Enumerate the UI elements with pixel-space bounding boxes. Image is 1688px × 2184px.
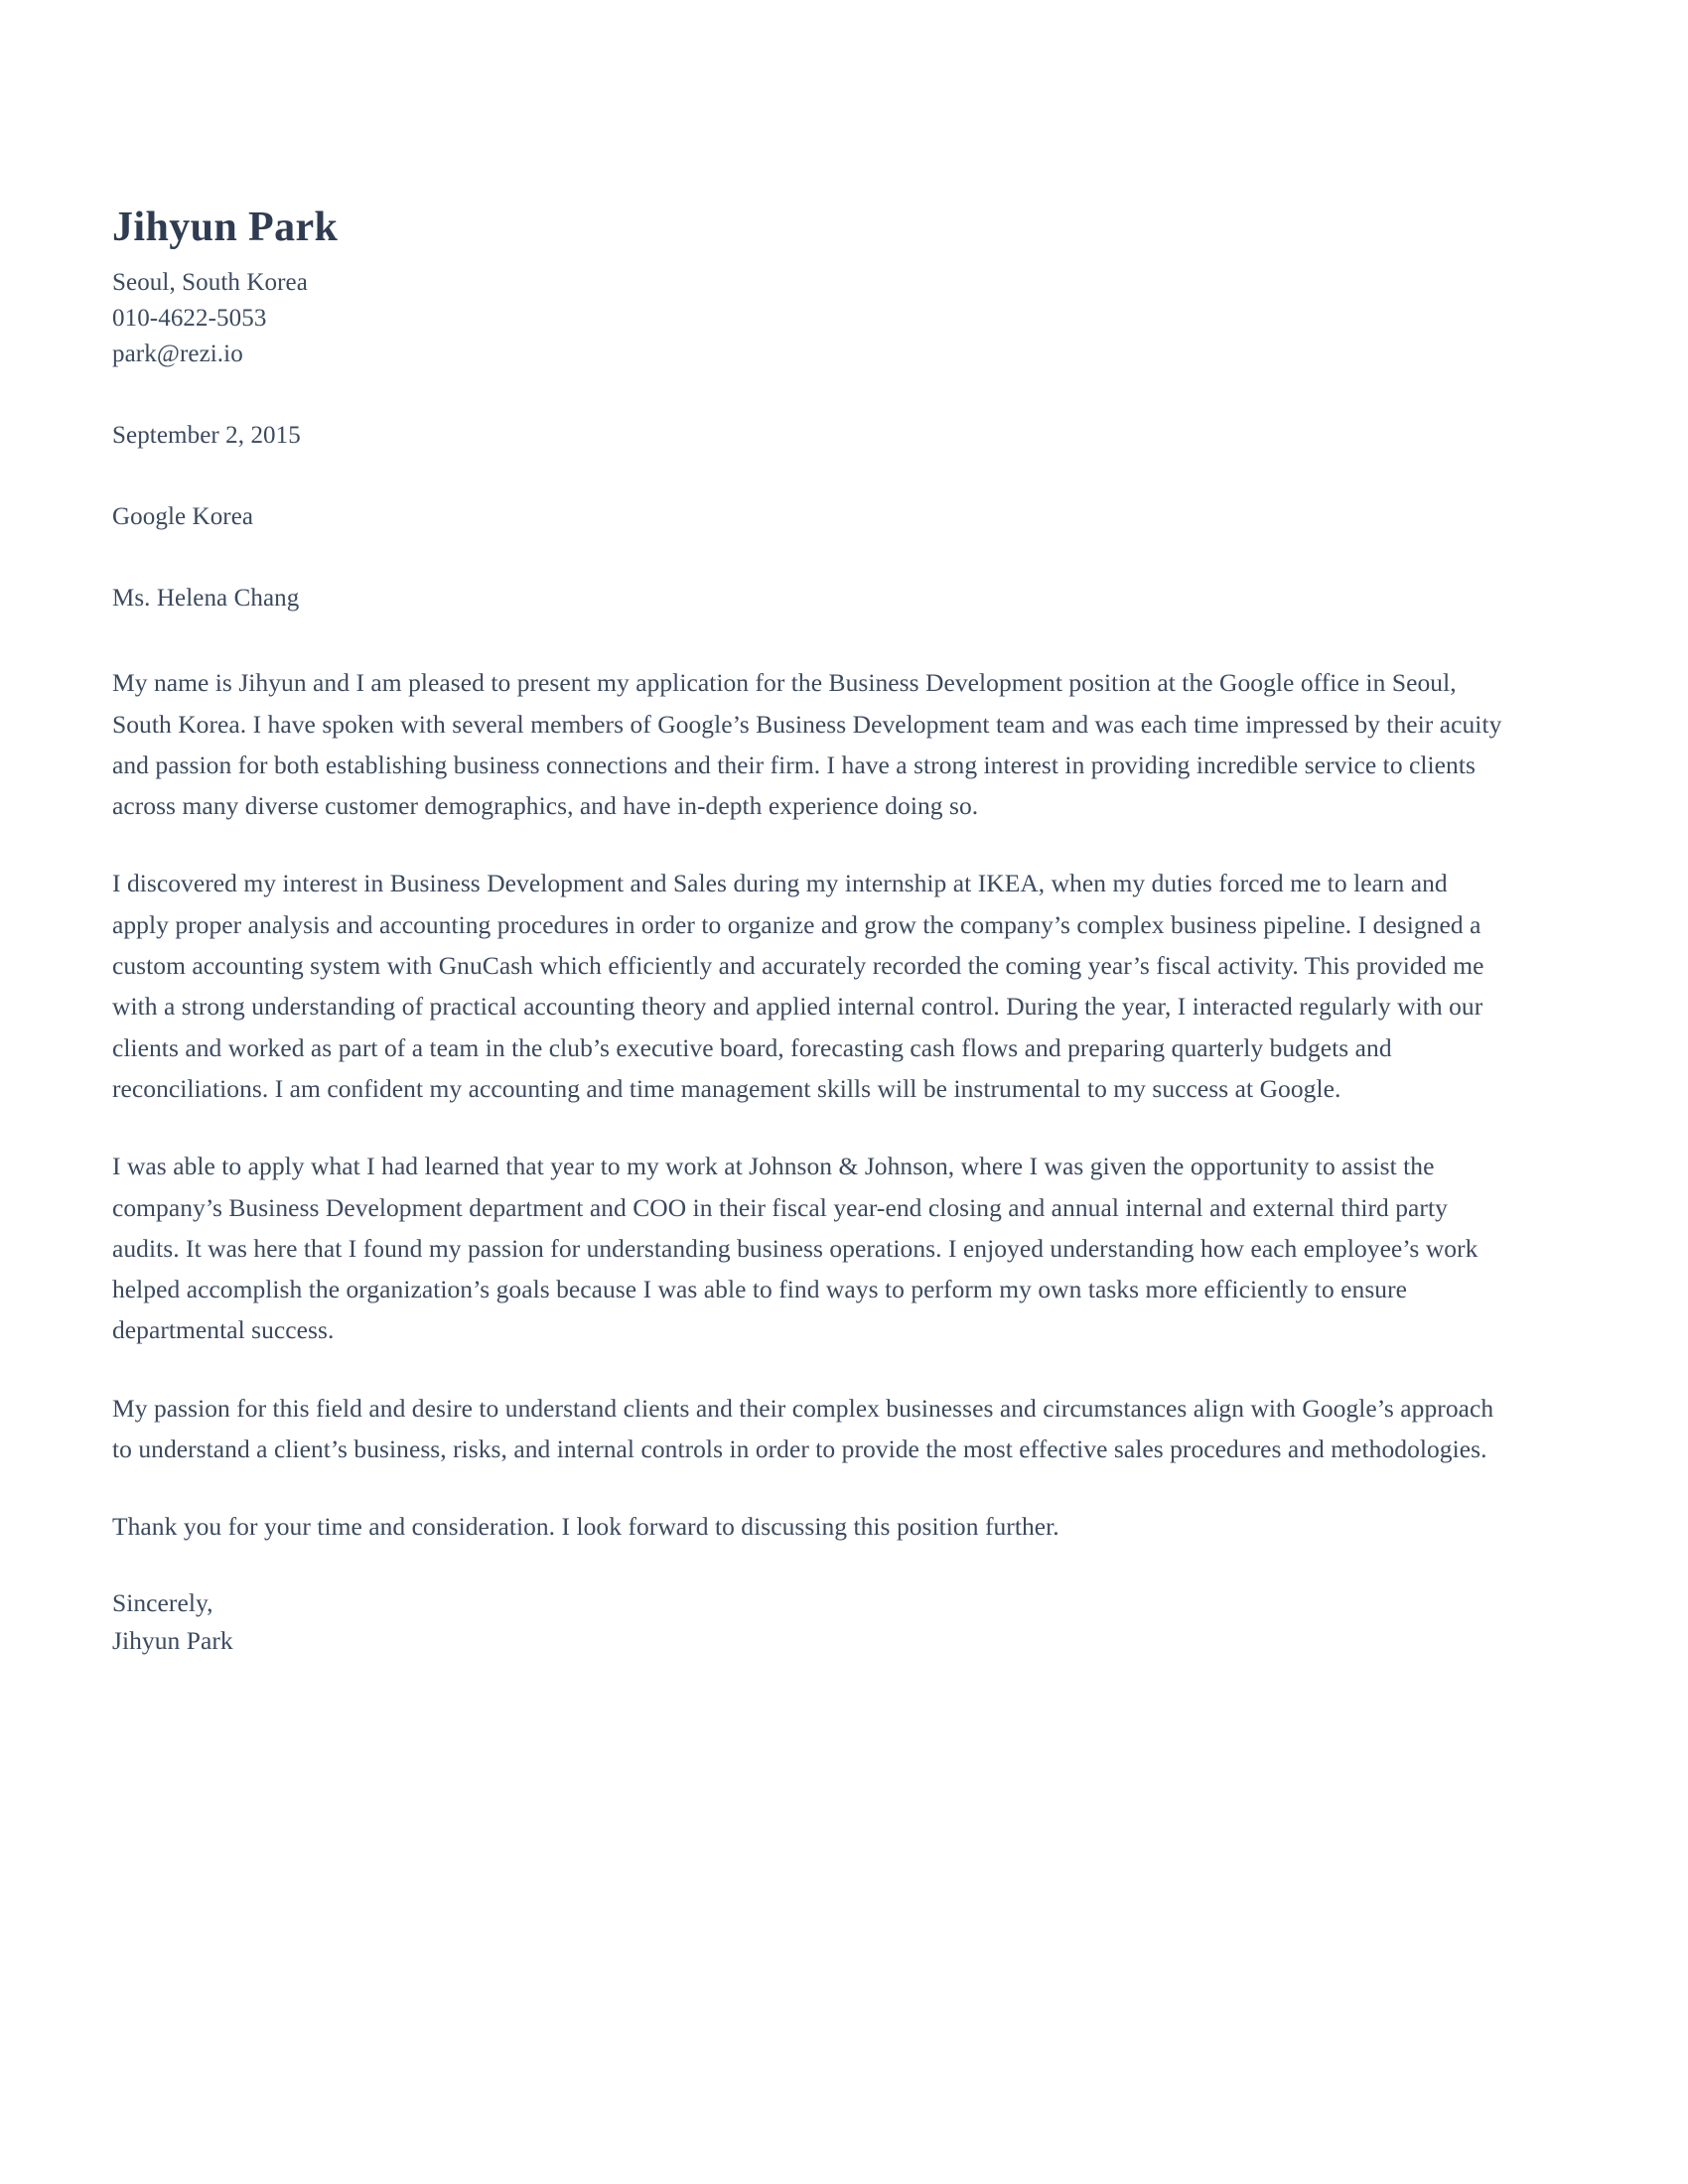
letter-content [112,204,1502,1661]
contact-email: park@rezi.io [112,341,243,368]
contact-phone: 010-4622-5053 [112,305,267,333]
body-paragraph: Thank you for your time and consideration. I look forward to discussing this position further. [112,1512,1059,1542]
closing-signature: Jihyun Park [112,1626,233,1656]
body-paragraph: I discovered my interest in Business Development and Sales during my internship at IKEA, when my duties forced me to learn and apply proper analysis and accounting procedures in order to organize and grow the company’s complex business pipeline. I designed a custom accounting system with GnuCash which efficiently and accurately recorded the coming year’s fiscal activity. This provided me with a strong understanding of practical accounting theory and applied internal control. During the year, I interacted regularly with our clients and worked as part of a team in the club’s executive board, forecasting cash flows and preparing quarterly budgets and reconciliations. I am confident my accounting and time management skills will be instrumental to my success at Google. [112,869,1484,1103]
closing-salutation: Sincerely, [112,1587,213,1617]
letter-date: September 2, 2015 [112,422,301,450]
contact-block [112,265,1502,372]
body-paragraph: My passion for this field and desire to understand clients and their complex businesses and circumstances align with Google’s approach to understand a client’s business, risks, and internal controls in order to provide the most effective sales procedures and methodologies. [112,1393,1494,1464]
body-paragraph: I was able to apply what I had learned that year to my work at Johnson & Johnson, where I was given the opportunity to assist the company’s Business Development department and COO in their fiscal year-end closing and annual internal and external third party audits. It was here that I found my passion for understanding business operations. I enjoyed understanding how each employee’s work helped accomplish the organization’s goals because I was able to find ways to perform my own tasks more efficiently to ensure departmental success. [112,1152,1478,1345]
closing-block [112,1584,1502,1662]
recipient-company: Google Korea [112,503,254,531]
applicant-name: Jihyun Park [112,205,339,250]
body-paragraph: My name is Jihyun and I am pleased to present my application for the Business Development position at the Google office in Seoul, South Korea. I have spoken with several members of Google’s Business Development team and was each time impressed by their acuity and passion for both establishing business connections and their firm. I have a strong interest in providing incredible service to clients across many diverse customer demographics, and have in-depth experience doing so. [112,668,1502,821]
contact-location: Seoul, South Korea [112,269,308,297]
recipient-name: Ms. Helena Chang [112,585,300,613]
